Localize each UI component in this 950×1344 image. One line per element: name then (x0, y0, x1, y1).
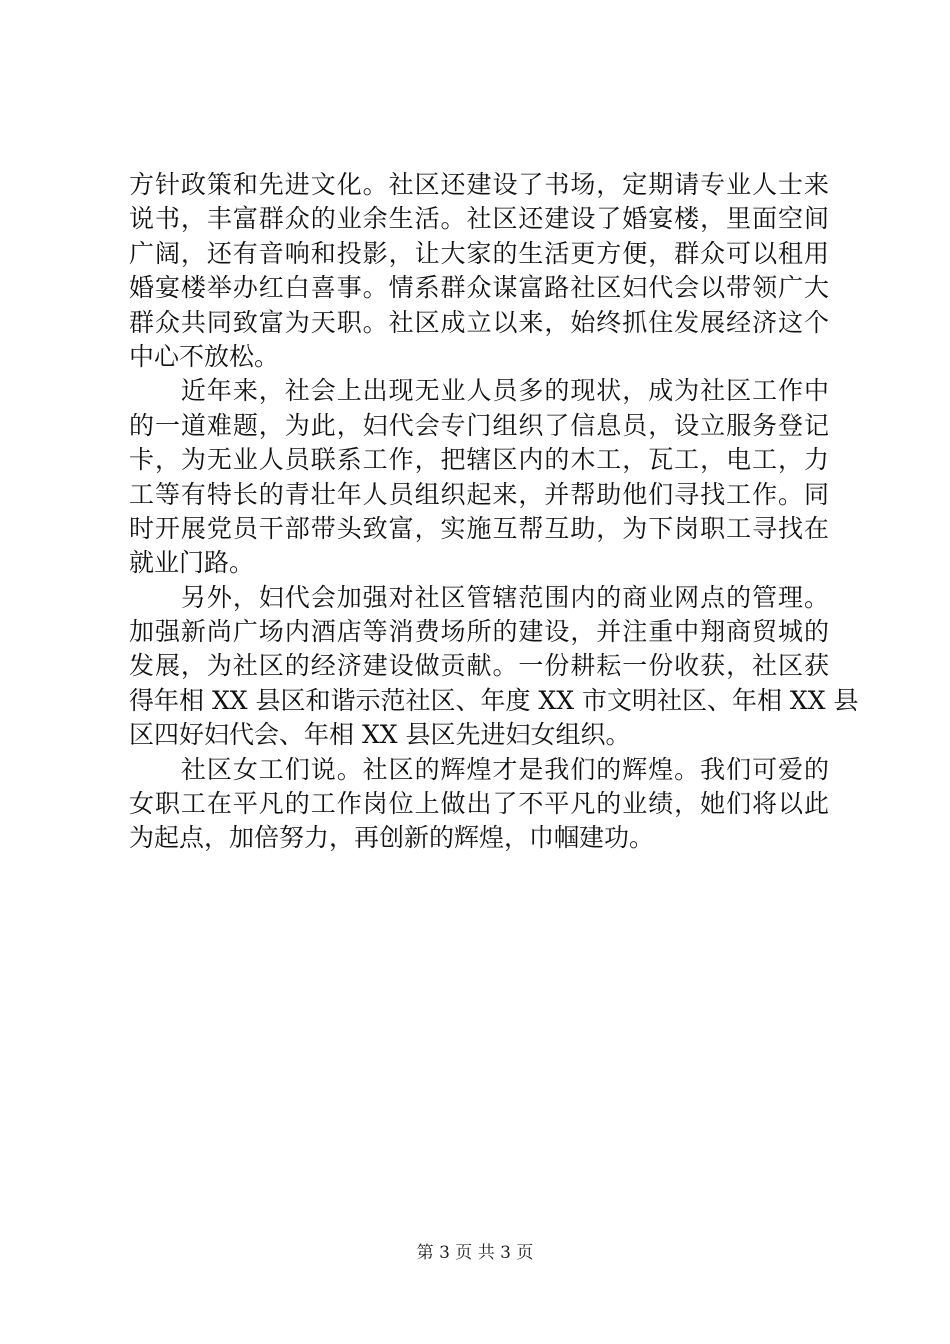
text-line: 区四好妇代会、年相 XX 县区先进妇女组织。 (129, 720, 631, 750)
body-text (129, 168, 859, 856)
text-line: 发展，为社区的经济建设做贡献。一份耕耘一份收获，社区获 (129, 651, 829, 681)
text-line: 婚宴楼举办红白喜事。情系群众谋富路社区妇代会以带领广大 (129, 273, 829, 303)
text-line: 中心不放松。 (129, 341, 280, 371)
text-line: 时开展党员干部带头致富，实施互帮互助，为下岗职工寻找在 (129, 513, 829, 543)
text-line: 另外，妇代会加强对社区管辖范围内的商业网点的管理。 (129, 582, 829, 612)
text-line: 广阔，还有音响和投影，让大家的生活更方便，群众可以租用 (129, 238, 829, 268)
text-line: 近年来，社会上出现无业人员多的现状，成为社区工作中 (129, 376, 829, 406)
text-line: 工等有特长的青壮年人员组织起来，并帮助他们寻找工作。同 (129, 479, 829, 509)
text-line: 得年相 XX 县区和谐示范社区、年度 XX 市文明社区、年相 XX 县 (129, 685, 859, 715)
text-line: 女职工在平凡的工作岗位上做出了不平凡的业绩，她们将以此 (129, 789, 829, 819)
text-line: 群众共同致富为天职。社区成立以来，始终抓住发展经济这个 (129, 307, 829, 337)
text-line: 就业门路。 (129, 548, 255, 578)
page-footer: 第 3 页 共 3 页 (416, 1243, 534, 1263)
text-line: 社区女工们说。社区的辉煌才是我们的辉煌。我们可爱的 (129, 754, 829, 784)
text-line: 说书，丰富群众的业余生活。社区还建设了婚宴楼，里面空间 (129, 204, 829, 234)
text-line: 的一道难题，为此，妇代会专门组织了信息员，设立服务登记 (129, 410, 829, 440)
text-line: 卡，为无业人员联系工作，把辖区内的木工，瓦工，电工，力 (129, 445, 829, 475)
text-line: 方针政策和先进文化。社区还建设了书场，定期请专业人士来 (129, 170, 829, 199)
text-line: 为起点，加倍努力，再创新的辉煌，巾帼建功。 (129, 823, 655, 853)
text-line: 加强新尚广场内酒店等消费场所的建设，并注重中翔商贸城的 (129, 617, 829, 647)
